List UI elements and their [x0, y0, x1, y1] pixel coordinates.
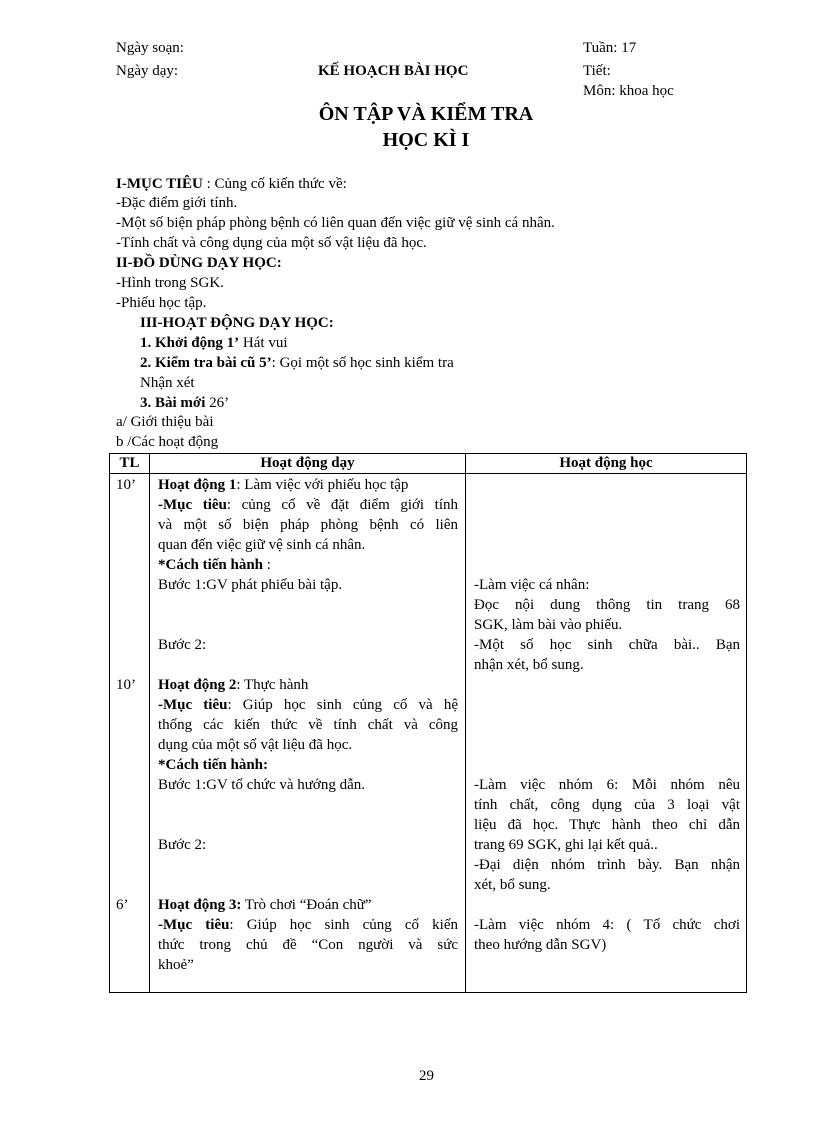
hoc-line: -Một số học sinh chữa bài.. Bạn: [474, 637, 740, 653]
section1-item: -Tính chất và công dụng của một số vật liệu đã học.: [116, 235, 427, 251]
hd3-bold: Hoạt động 3:: [158, 897, 242, 913]
cth2-line: *Cách tiến hành:: [158, 757, 269, 773]
ngay-soan-label: Ngày soạn:: [116, 40, 184, 56]
hoc-line: Đọc nội dung thông tin trang 68: [474, 597, 740, 613]
mt2-bold: -Mục tiêu: [158, 697, 228, 713]
mt1-line3: quan đến việc giữ vệ sinh cá nhân.: [158, 537, 366, 553]
cth1-rest: :: [266, 557, 271, 573]
mt3-line: [158, 916, 458, 935]
bai-moi-rest: 26’: [205, 395, 230, 411]
cac-hoat-dong-line: b /Các hoạt động: [116, 434, 219, 450]
section1-heading: [116, 175, 347, 194]
hd2-bold: Hoạt động 2: [158, 677, 237, 693]
tl-value: 10’: [116, 677, 136, 693]
section1-item: -Một số biện pháp phòng bệnh có liên quan đến việc giữ vệ sinh cá nhân.: [116, 215, 555, 231]
khoi-dong-line: [140, 334, 288, 353]
hoc-line: SGK, làm bài vào phiếu.: [474, 617, 623, 633]
header-hoat-dong-hoc: Hoạt động học: [466, 454, 747, 474]
header-tl: TL: [110, 454, 150, 474]
section2-item: -Hình trong SGK.: [116, 275, 224, 291]
hoc-line: liệu đã học. Thực hành theo chỉ dẫn: [474, 817, 740, 833]
mt3-line2: thức trong chủ đề “Con người và sức: [158, 937, 458, 953]
hoc-line: theo hướng dẫn SGV): [474, 937, 607, 953]
section2-heading: II-ĐỒ DÙNG DẠY HỌC:: [116, 255, 282, 271]
mt2-line: [158, 696, 458, 715]
section1-heading-bold: I-MỤC TIÊU: [116, 176, 203, 192]
mt1-line: [158, 496, 458, 515]
nhan-xet-line: Nhận xét: [140, 375, 195, 391]
mt3-line3: khoẻ”: [158, 957, 194, 973]
buoc-line: Bước 1:GV phát phiếu bài tập.: [158, 577, 343, 593]
mon-label: Môn: khoa học: [583, 83, 674, 99]
tl-cell: [110, 474, 150, 993]
page-number: 29: [419, 1068, 434, 1084]
bai-moi-bold: 3. Bài mới: [140, 395, 206, 411]
hoc-line: -Đại diện nhóm trình bày. Bạn nhận: [474, 857, 740, 873]
khoi-dong-rest: Hát vui: [239, 335, 288, 351]
tl-value: 10’: [116, 477, 136, 493]
section1-item: -Đặc điểm giới tính.: [116, 195, 238, 211]
hoc-line: -Làm việc cá nhân:: [474, 577, 590, 593]
gioi-thieu-line: a/ Giới thiệu bài: [116, 414, 214, 430]
table-header-row: [110, 454, 747, 474]
tiet-label: Tiết:: [583, 63, 611, 79]
table-body-row: [110, 474, 747, 993]
hd1-bold: Hoạt động 1: [158, 477, 237, 493]
hd1-rest: : Làm việc với phiếu học tập: [236, 477, 409, 493]
hd3-rest: Trò chơi “Đoán chữ”: [241, 897, 372, 913]
kiem-tra-bold: 2. Kiểm tra bài cũ 5’: [140, 355, 272, 371]
hd3-heading: [158, 896, 372, 915]
kiem-tra-rest: : Gọi một số học sinh kiểm tra: [271, 355, 454, 371]
page-title-line1: ÔN TẬP VÀ KIỂM TRA: [318, 103, 534, 125]
buoc-line: Bước 1:GV tổ chức và hướng dẫn.: [158, 777, 366, 793]
mt2-line2: thống các kiến thức về tính chất và công: [158, 717, 458, 733]
buoc-line: Bước 2:: [158, 637, 207, 653]
hoc-line: trang 69 SGK, ghi lại kết quả..: [474, 837, 658, 853]
mt3-rest: : Giúp học sinh củng cố kiến: [229, 917, 458, 933]
day-cell: [150, 474, 466, 993]
section1-heading-rest: : Củng cố kiến thức về:: [202, 176, 347, 192]
hoc-line: nhận xét, bổ sung.: [474, 657, 584, 673]
hoc-line: -Làm việc nhóm 6: Mỗi nhóm nêu: [474, 777, 740, 793]
mt2-rest: : Giúp học sinh củng cố và hệ: [227, 697, 458, 713]
header-hoat-dong-day: Hoạt động dạy: [150, 454, 466, 474]
mt3-bold: -Mục tiêu: [158, 917, 230, 933]
mt2-line3: dụng của một số vật liệu đã học.: [158, 737, 353, 753]
section3-heading: III-HOẠT ĐỘNG DẠY HỌC:: [140, 315, 334, 331]
section2-item: -Phiếu học tập.: [116, 295, 207, 311]
kiem-tra-line: [140, 354, 454, 373]
hoc-line: tính chất, công dụng của 3 loại vật: [474, 797, 740, 813]
hd2-rest: : Thực hành: [236, 677, 309, 693]
cth1-line: [158, 556, 271, 575]
plan-label: KẾ HOẠCH BÀI HỌC: [318, 63, 469, 79]
ngay-day-label: Ngày dạy:: [116, 63, 179, 79]
bai-moi-line: [140, 394, 229, 413]
mt1-line2: và một số biện pháp phòng bệnh có liên: [158, 517, 458, 533]
hoc-line: -Làm việc nhóm 4: ( Tổ chức chơi: [474, 917, 740, 933]
hd1-heading: [158, 476, 408, 495]
buoc-line: Bước 2:: [158, 837, 207, 853]
cth1-bold: *Cách tiến hành: [158, 557, 264, 573]
tl-value: 6’: [116, 897, 129, 913]
hoc-cell: [466, 474, 747, 993]
page-title-line2: HỌC KÌ I: [382, 129, 470, 151]
tuan-label: Tuần: 17: [583, 40, 637, 56]
khoi-dong-bold: 1. Khởi động 1’: [140, 335, 240, 351]
mt1-rest: : củng cố về đặt điểm giới tính: [226, 497, 458, 513]
activities-table: [109, 453, 747, 993]
hd2-heading: [158, 676, 308, 695]
mt1-bold: -Mục tiêu: [158, 497, 227, 513]
hoc-line: xét, bổ sung.: [474, 877, 551, 893]
